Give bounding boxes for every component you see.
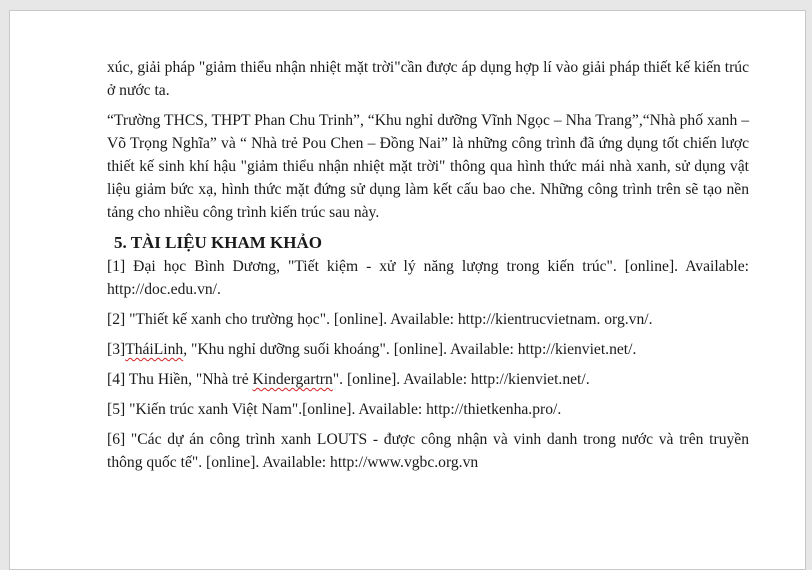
section-heading-references: 5. TÀI LIỆU KHAM KHẢO <box>114 233 322 252</box>
body-paragraph-1: xúc, giải pháp "giảm thiểu nhận nhiệt mặt trời"cần được áp dụng hợp lí vào giải pháp thiết kế kiến trúc ở nước ta. <box>107 59 749 99</box>
reference-4-text-end: ". [online]. Available: http://kienviet.net/. <box>332 371 590 388</box>
reference-item-4 <box>107 368 749 391</box>
reference-3-number: [3] <box>107 341 126 358</box>
reference-item-1: [1] Đại học Bình Dương, "Tiết kiệm - xử lý năng lượng trong kiến trúc". [online]. Available: http://doc.edu.vn/. <box>107 258 749 298</box>
reference-item-2: [2] "Thiết kế xanh cho trường học". [online]. Available: http://kientrucvietnam. org.vn/. <box>107 311 653 328</box>
reference-4-text-start: [4] Thu Hiền, "Nhà trẻ <box>107 371 253 388</box>
document-body[interactable] <box>107 56 749 481</box>
reference-3-text: , "Khu nghỉ dưỡng suối khoáng". [online]. Available: http://kienviet.net/. <box>183 341 637 358</box>
body-paragraph-2: “Trường THCS, THPT Phan Chu Trinh”, “Khu nghỉ dưỡng Vĩnh Ngọc – Nha Trang”,“Nhà phố xanh – Võ Trọng Nghĩa” và “ Nhà trẻ Pou Chen – Đồng Nai” là những công trình đã ứng dụng tốt chiến lược thiết kế sinh khí hậu "giảm thiểu nhận nhiệt mặt trời" thông qua hình thức mái nhà xanh, sử dụng vật liệu giảm bức xạ, hình thức mặt đứng sử dụng làm kết cấu bao che. Những công trình trên sẽ tạo nền tảng cho nhiều công trình kiến trúc sau này. <box>107 112 749 221</box>
misspelled-word-kindergartrn[interactable]: Kindergartrn <box>252 371 333 388</box>
document-page[interactable] <box>9 10 806 570</box>
reference-item-5: [5] "Kiến trúc xanh Việt Nam".[online]. Available: http://thietkenha.pro/. <box>107 401 562 418</box>
reference-item-6: [6] "Các dự án công trình xanh LOUTS - được công nhận và vinh danh trong nước và trên truyền thông quốc tế". [online]. Available: http://www.vgbc.org.vn <box>107 431 749 471</box>
reference-item-3 <box>107 338 749 361</box>
misspelled-word-thailinh[interactable]: TháiLinh <box>125 341 184 358</box>
